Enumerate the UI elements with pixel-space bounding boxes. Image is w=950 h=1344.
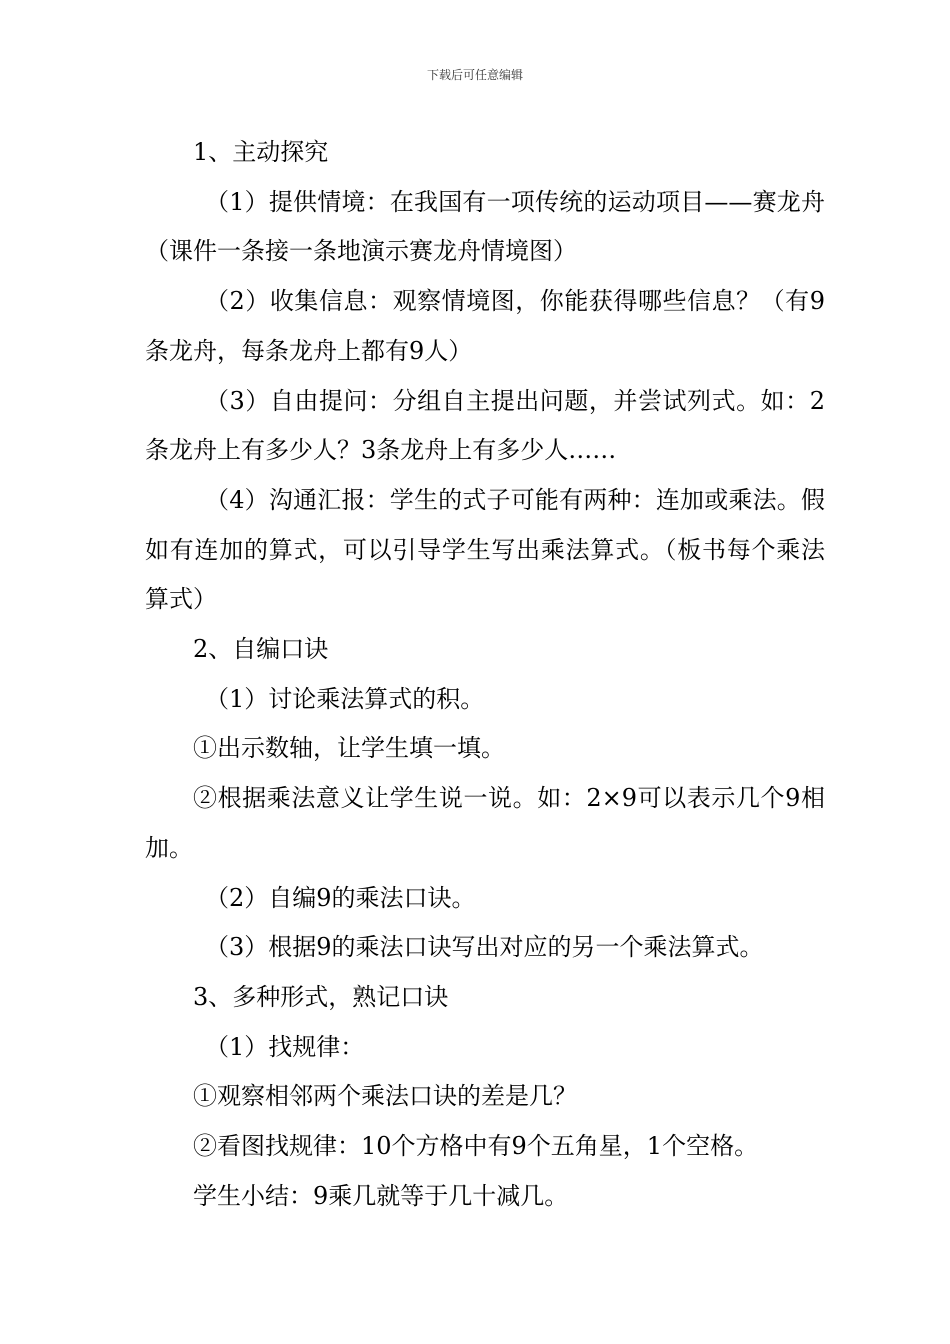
paragraph: （1）找规律： [205,1032,365,1061]
paragraph: （1）讨论乘法算式的积。 [205,684,485,713]
paragraph: （4）沟通汇报：学生的式子可能有两种：连加或乘法。假如有连加的算式，可以引导学生写出乘法算式。（板书每个乘法算式） [145,485,825,614]
document-body [145,128,825,1221]
paragraph: ②根据乘法意义让学生说一说。如：2×9可以表示几个9相加。 [145,784,825,862]
paragraph: 学生小结：9乘几就等于几十减几。 [193,1181,569,1210]
paragraph: （3）自由提问：分组自主提出问题，并尝试列式。如：2条龙舟上有多少人？3条龙舟上有多少人…… [145,386,825,465]
section-heading: 1、主动探究 [193,138,329,166]
page-header: 下载后可任意编辑 [426,68,523,82]
paragraph: （2）自编9的乘法口诀。 [205,883,476,912]
paragraph: （3）根据9的乘法口诀写出对应的另一个乘法算式。 [205,933,764,962]
section-heading: 2、自编口诀 [193,635,329,664]
paragraph: （1）提供情境：在我国有一项传统的运动项目——赛龙舟（课件一条接一条地演示赛龙舟情境图） [145,187,825,266]
paragraph: ①观察相邻两个乘法口诀的差是几？ [193,1082,577,1111]
section-heading: 3、多种形式，熟记口诀 [193,982,449,1011]
paragraph: ①出示数轴，让学生填一填。 [193,734,505,763]
paragraph: （2）收集信息：观察情境图，你能获得哪些信息？（有9条龙舟，每条龙舟上都有9人） [145,287,825,365]
paragraph: ②看图找规律：10个方格中有9个五角星，1个空格。 [193,1132,759,1161]
